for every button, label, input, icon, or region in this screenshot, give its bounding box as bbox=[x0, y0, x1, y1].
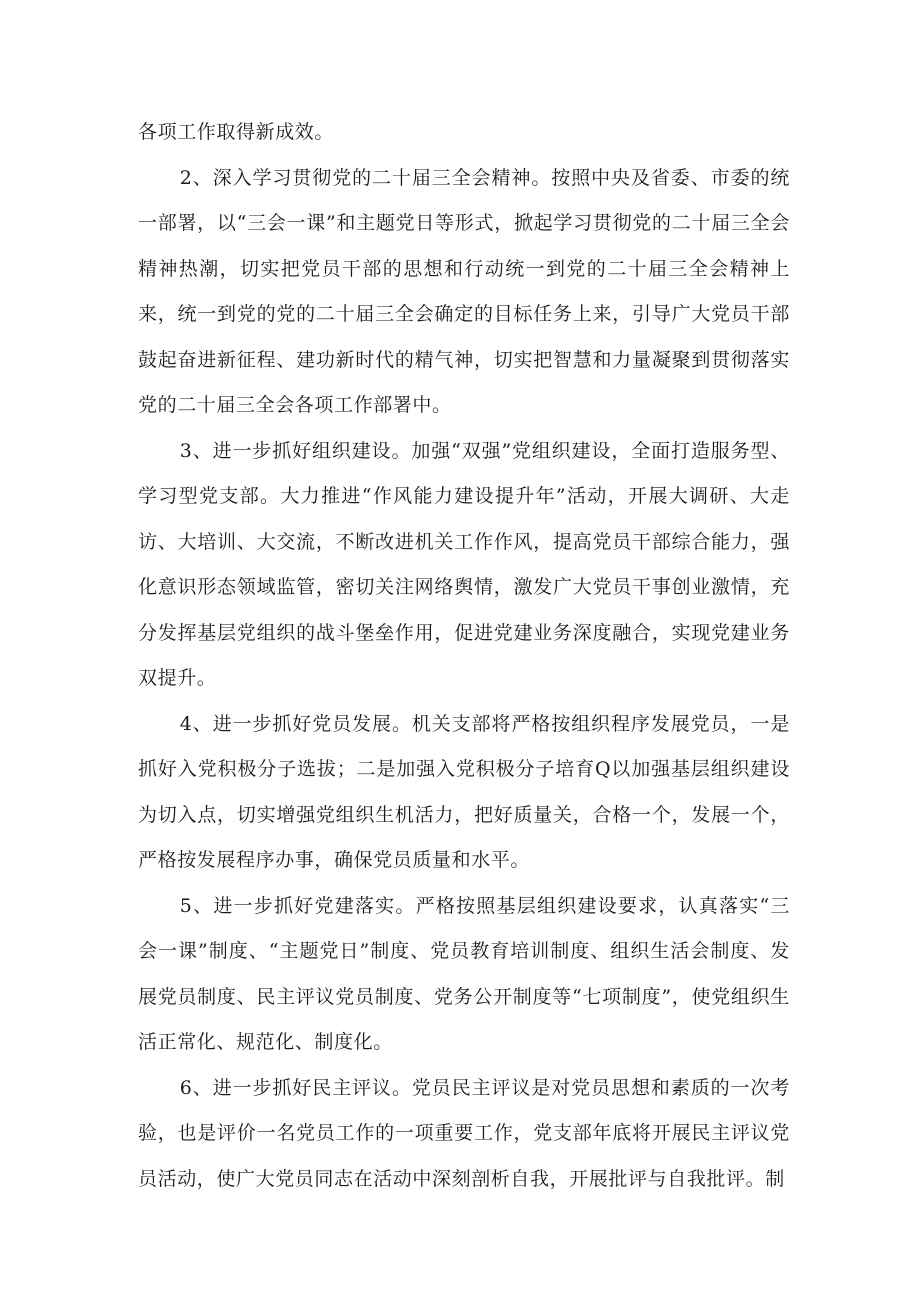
document-body bbox=[138, 110, 790, 1202]
paragraph-item-6: 6、进一步抓好民主评议。党员民主评议是对党员思想和素质的一次考验，也是评价一名党员工作的一项重要工作，党支部年底将开展民主评议党员活动，使广大党员同志在活动中深刻剖析自我，开展批评与自我批评。制 bbox=[138, 1076, 790, 1190]
paragraph-item-2: 2、深入学习贯彻党的二十届三全会精神。按照中央及省委、市委的统一部署，以“三会一课”和主题党日等形式，掀起学习贯彻党的二十届三全会精神热潮，切实把党员干部的思想和行动统一到党的二十届三全会精神上来，统一到党的党的二十届三全会确定的目标任务上来，引导广大党员干部鼓起奋进新征程、建功新时代的精气神，切实把智慧和力量凝聚到贯彻落实党的二十届三全会各项工作部署中。 bbox=[138, 166, 790, 416]
paragraph-item-5: 5、进一步抓好党建落实。严格按照基层组织建设要求，认真落实“三会一课”制度、“主题党日”制度、党员教育培训制度、组织生活会制度、发展党员制度、民主评议党员制度、党务公开制度等“七项制度”，使党组织生活正常化、规范化、制度化。 bbox=[138, 894, 790, 1053]
paragraph-item-3: 3、进一步抓好组织建设。加强“双强”党组织建设，全面打造服务型、学习型党支部。大力推进“作风能力建设提升年”活动，开展大调研、大走访、大培训、大交流，不断改进机关工作作风，提高党员干部综合能力，强化意识形态领域监管，密切关注网络舆情，激发广大党员干事创业激情，充分发挥基层党组织的战斗堡垒作用，促进党建业务深度融合，实现党建业务双提升。 bbox=[138, 439, 790, 689]
paragraph-item-4: 4、进一步抓好党员发展。机关支部将严格按组织程序发展党员，一是抓好入党积极分子选拔；二是加强入党积极分子培育Q以加强基层组织建设为切入点，切实增强党组织生机活力，把好质量关，合格一个，发展一个，严格按发展程序办事，确保党员质量和水平。 bbox=[138, 712, 790, 871]
paragraph-continuation: 各项工作取得新成效。 bbox=[138, 121, 335, 143]
